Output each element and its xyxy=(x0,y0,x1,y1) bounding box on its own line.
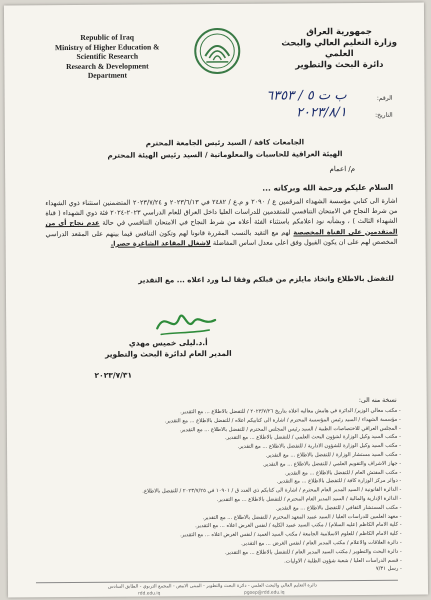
reference-number-value: ب ت ٥ / ٦٣٥٣ xyxy=(266,88,347,104)
letterhead-english xyxy=(32,32,182,81)
letterhead-en-line: Research & Development xyxy=(66,61,149,71)
list-item: - مؤسسة الشهداء / السيد رئيس المؤسسة المحترم / اشارة الى كتابيكم اعلاه / للتفضل بالاطلاع ... مع التقدير. xyxy=(164,416,401,425)
footer-address: دائرة التعليم العالي والبحث العلمي - دائرة البحث والتطوير - المبنى الابيض - المجمع التربوي - الطابق السادس xyxy=(107,583,317,590)
list-item: - المجلس العراقي للاختصاصات الطبية / السيد رئيس المجلس المحترم / للتفضل بالاطلاع ... مع التقدير. xyxy=(179,425,401,433)
reference-date-label: التاريخ: xyxy=(375,111,393,119)
body-emphasis-2: لاشغال المقاعد الشاغرة حصرا. xyxy=(110,238,211,248)
reference-date-value: ٢٠٢٣/٨/١ xyxy=(295,105,347,121)
body-paragraph-1: اشارة الى كتابي مؤسسة الشهداء المرقمين ع / ٢٠٩٠ و م.ع / ٢٤٨٢ في ٢٠٢٣/٦/١٣ و ٢٠٢٣/٧/٢٤ المتضمنين استثناء ذوي الشهداء من شرط النجاح في الامتحان التنافسي للمتقدمين للدراسات العليا داخل العراق للعام الدراسي ٢٠٢٣-٢٠٢٤ فئة ذوي الشهداء ( قناة الشهداء الثالث ) ، وبشأنه نود اعلامكم باستثناء الفئة أعلاه من شرط النجاح في الامتحان التنافسي في حالة xyxy=(45,196,398,228)
list-item: - جهاز الاشراف والتقويم العلمي / للتفضل بالاطلاع ... مع التقدير. xyxy=(262,460,402,468)
signer-block xyxy=(88,337,248,360)
signature-date: ٢٠٢٣/٧/٣١ xyxy=(94,370,133,380)
greeting: السلام عليكم ورحمة الله وبركاته ... xyxy=(262,182,394,193)
list-item: - دائرة العلاقات والاعلام / مكتب المدير العام / لنفس الغرض ... مع التقدير. xyxy=(241,539,402,547)
list-item: - الدائرة القانونية / السيد المدير العام المحترم / اشارة الى كتابكم ذي العدد ق / ١٠٩٠١ في ٢٠٢٣/٧/٢٥ / للتفضل بالاطلاع. xyxy=(142,486,402,495)
footer-divider xyxy=(36,580,398,584)
body-emphasis-1: عدم نجاح أي من المتقدمين على القناة المخصصة xyxy=(45,219,398,237)
letterhead-arabic xyxy=(274,27,404,72)
list-item: - مكتب السيد وكيل الوزارة لشؤون البحث العلمي / للتفضل بالاطلاع ... مع التقدير. xyxy=(224,434,401,442)
list-item: - مكتب السيد وكيل الوزارة للشؤون الادارية / للتفضل بالاطلاع ... مع التقدير. xyxy=(237,442,402,451)
letter-body xyxy=(45,196,397,249)
letterhead-en-line: Republic of Iraq xyxy=(80,32,134,42)
copies-to-heading: نسخة منه الى: xyxy=(358,396,397,405)
letterhead-en-line: Scientific Research xyxy=(76,51,139,62)
letterhead-en-line: Department xyxy=(87,70,128,81)
list-item: - مكتب المفتش العام / للتفضل بالاطلاع ... مع التقدير. xyxy=(284,469,402,477)
reference-number-label: الرقم: xyxy=(376,94,393,102)
document-page xyxy=(4,3,428,598)
footer-email: pgoep@rdd.edu.iq xyxy=(244,590,285,596)
signature-icon xyxy=(151,304,221,340)
body-paragraph-2: لهم مع التقيد بالنسب المقررة قانونا لهم وتكون التنافس فيما بينهم على المقعد الدراسي المخصص لهم على ان يكون القبول وفق اعلى معدل اساس المفاضلة xyxy=(45,228,398,247)
list-item: - رسل ٧/٣١ xyxy=(375,566,402,573)
letterhead-ar-line: وزارة التعليم العالي والبحث العلمي xyxy=(281,37,398,60)
list-item: - معهد العلمين للدراسات العليا / السيد عميد المعهد المحترم / للتفضل بالاطلاع ... مع التقدير. xyxy=(202,513,402,521)
list-item: - دوائر مركز الوزارة كافة / للتفضل بالاطلاع ... مع التقدير. xyxy=(276,478,402,485)
letterhead-ar-line: جمهورية العراق xyxy=(306,26,372,38)
list-item: - مكتب معالي الوزير/ الدائرة في هامش معاليه اعلاه بتاريخ ٢٠٢٣/٧/٢٦ / للتفضل بالاطلاع ... مع التقدير. xyxy=(180,407,401,416)
copies-to-list xyxy=(31,407,402,577)
list-item: - الدائرة الإدارية والمالية / السيد المدير العام المحترم / للتفضل بالاطلاع ... مع التقدير. xyxy=(216,495,402,503)
signer-title: المدير العام لدائرة البحث والتطوير xyxy=(105,348,232,359)
addressee-commission: الهيئة العراقية للحاسبات والمعلوماتية / السيد رئيس الهيئة المحترم xyxy=(107,149,343,160)
subject-line: م/ اعمام xyxy=(329,165,356,174)
footer-website: rdd.edu.iq xyxy=(138,591,161,597)
addressee-universities: الجامعات كافة / السيد رئيس الجامعة المحترم xyxy=(145,137,305,148)
list-item: - دائرة البحث والتطوير / مكتب السيد المدير العام / للتفضل بالاطلاع ... مع التقدير. xyxy=(224,548,402,556)
list-item: - مكتب المستشار الثقافي / للتفضل بالاطلاع ... مع التقدير. xyxy=(275,504,402,512)
signer-name: أ.د.ليلى خميس مهدي xyxy=(128,338,208,348)
closing-line: للتفضل بالاطلاع واتخاذ مايلزم من قبلكم وفقا لما ورد اعلاه ... مع التقدير xyxy=(138,273,394,285)
list-item: - كلية الامام الكاظم / للعلوم الاسلامية الجامعة / مكتب السيد العميد / لنفس الغرض اعلاه ... مع التقدير. xyxy=(180,530,402,539)
list-item: - كلية الامام الكاظم (عليه السلام) / مكتب السيد عميد الكلية / لنفس الغرض اعلاه ... مع التقدير. xyxy=(195,522,402,530)
list-item: - مكتب السيد مستشار الوزارة / للتفضل بالاطلاع ... مع التقدير. xyxy=(265,451,402,459)
letterhead-en-line: Ministry of Higher Education & xyxy=(54,41,160,52)
ministry-logo-icon xyxy=(192,26,242,76)
letterhead-ar-line: دائرة البحث والتطوير xyxy=(295,59,384,71)
list-item: - قسم الدراسات العليا / شعبة شؤون الطلبة / الاوليات. xyxy=(284,557,402,565)
